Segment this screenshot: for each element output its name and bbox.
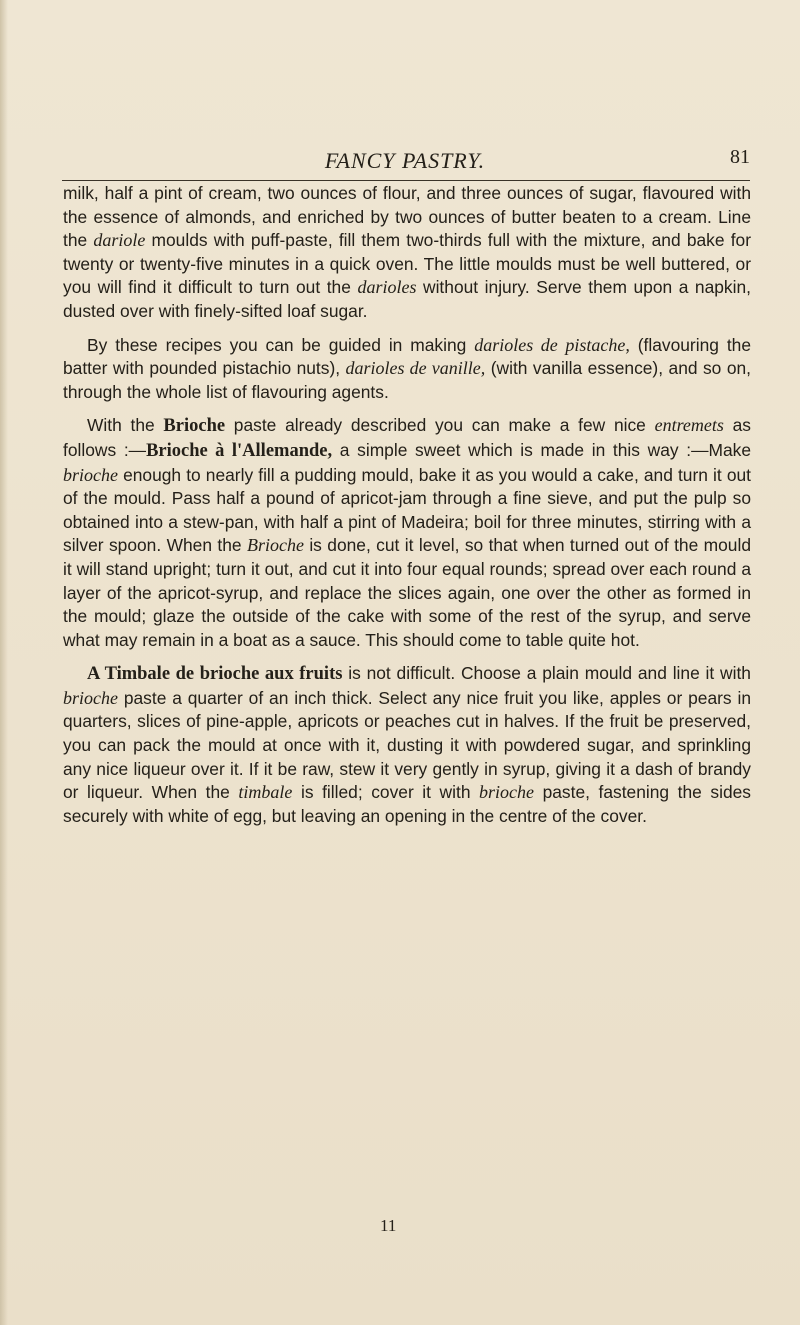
italic-term: timbale [238,782,293,803]
text-run: milk, half a pint of cream, two ounces of flour, and three ounces of sugar, flavoured with the essence of almonds, and enriched by two ounces of butter beaten to a cream. Line the [63,183,751,251]
signature-mark: 11 [380,1216,397,1235]
text-run: enough to nearly fill a pudding mould, bake it as you would a cake, and turn it out of the mould. Pass half a pound of apricot-jam through a fine sieve, and put the pulp so obtained into a stew-pan, with half a pint of Madeira; boil for three minutes, stirring with a silver spoon. When the [63,464,751,556]
italic-term: brioche [63,687,118,708]
text-run: By these recipes you can be guided in making [87,334,475,355]
text-run: paste, fastening the sides securely with white of egg, but leaving an opening in the centre of the cover. [63,782,751,826]
text-run: (flavouring the batter with pounded pistachio nuts), [63,334,751,379]
text-run: is done, cut it level, so that when turned out of the mould it will stand upright; turn it out, and cut it into four equal rounds; spread over each round a layer of the apricot-syrup, and replace the slices again, one over the other as formed in the mould; glaze the outside of the cake with some of the rest of the syrup, and serve what may remain in a boat as a sauce. This should come to table quite hot. [63,535,751,650]
text-run: a simple sweet which is made in this way :—Make [332,439,752,460]
italic-term: entremets [654,415,724,436]
text-run: With the [87,415,164,436]
recipe-name: Brioche [163,416,226,437]
italic-term: brioche [63,464,118,485]
running-header [60,148,750,178]
recipe-name: Brioche à l'Allemande, [146,440,333,461]
page-binding-shadow [0,0,8,1325]
text-run: is filled; cover it with [292,782,480,803]
italic-term: dariole [93,230,146,251]
text-run: paste a quarter of an inch thick. Select any nice fruit you like, apples or pears in quarters, slices of pine-apple, apricots or peaches cut in halves. If the fruit be preserved, you can pack the mould at once with it, dusting it with powdered sugar, and sprinkling any nice liqueur over it. If it be raw, stew it very gently in syrup, giving it a dash of brandy or liqueur. When the [63,687,751,803]
running-title: FANCY PASTRY. [324,148,486,173]
paragraph [63,334,751,405]
text-run: moulds with puff-paste, fill them two-thirds full with the mixture, and bake for twenty or twenty-five minutes in a quick oven. The little moulds must be well buttered, or you will find it difficult to turn out the [63,230,751,298]
recipe-name: A Timbale de brioche aux fruits [87,664,343,685]
italic-term: darioles [357,277,417,298]
paragraph [63,182,751,324]
italic-term: brioche [479,782,535,803]
italic-term: Brioche [246,535,304,556]
text-run: without injury. Serve them upon a napkin, dusted over with finely-sifted loaf sugar. [63,277,751,321]
italic-term: darioles de vanille, [345,358,486,379]
text-run: (with vanilla essence), and so on, through the whole list of flavouring agents. [63,358,751,402]
page-number: 81 [730,146,750,168]
header-rule [62,180,750,181]
body-text [63,182,751,828]
italic-term: darioles de pistache, [474,334,630,355]
text-run: is not difficult. Choose a plain mould and line it with [342,663,751,684]
paragraph [63,662,751,828]
text-run: paste already described you can make a few nice [225,415,655,436]
paragraph [63,414,751,652]
text-run: as follows :— [63,415,752,460]
